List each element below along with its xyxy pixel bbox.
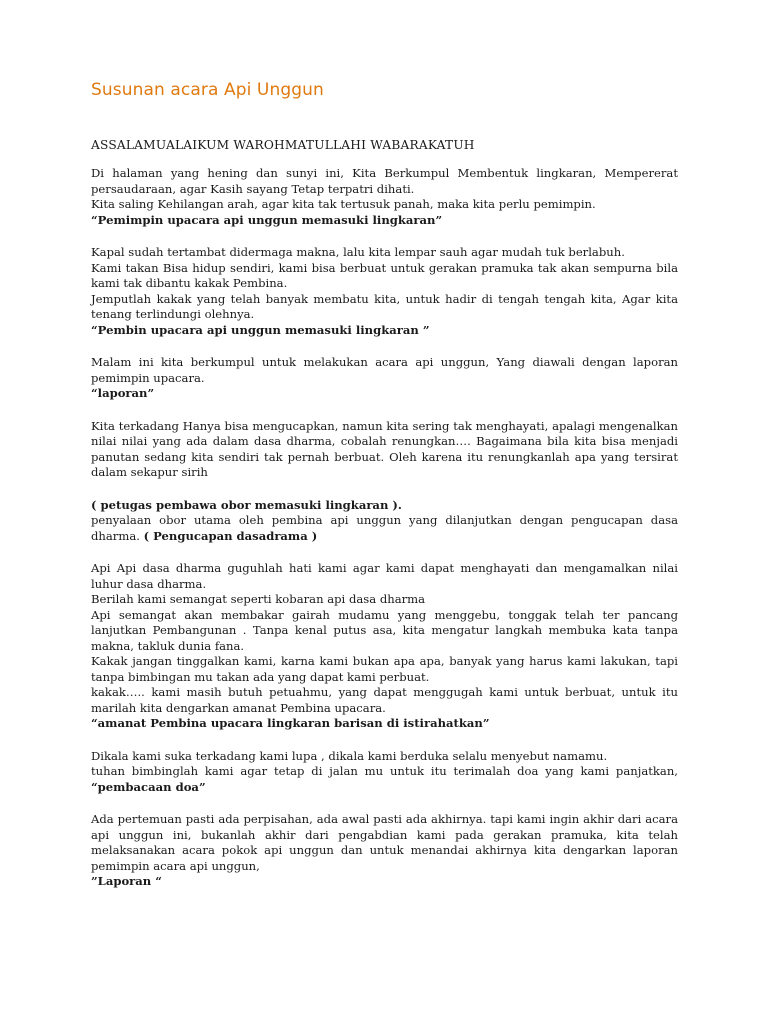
paragraph-line: Kita saling Kehilangan arah, agar kita tak tertusuk panah, maka kita perlu pemimpin.: [91, 197, 596, 211]
paragraph-line: Jemputlah kakak yang telah banyak membatu kita, untuk hadir di tengah tengah kita, Agar kita tenang terlindungi olehnya.: [91, 291, 678, 321]
cue-petugas-obor: ( petugas pembawa obor memasuki lingkaran ).: [91, 497, 402, 512]
paragraph-line-text: tuhan bimbinglah kami agar tetap di jalan mu untuk itu terimalah doa yang kami panjatkan,: [91, 764, 678, 778]
paragraph-line: [91, 764, 678, 795]
paragraph-line: Dikala kami suka terkadang kami lupa , dikala kami berduka selalu menyebut namamu.: [91, 748, 608, 763]
paragraph-line: Kapal sudah tertambat didermaga makna, lalu kita lempar sauh agar mudah tuk berlabuh.: [91, 245, 625, 259]
paragraph-line: Di halaman yang hening dan sunyi ini, Kita Berkumpul Membentuk lingkaran, Mempererat persaudaraan, agar Kasih sayang Tetap terpatri dihati.: [91, 166, 678, 196]
paragraph-line: Kita terkadang Hanya bisa mengucapkan, namun kita sering tak menghayati, apalagi mengenalkan nilai nilai yang ada dalam dasa dharma, cobalah renungkan…. Bagaimana bila kita bisa menjadi panutan sedang kita sendiri tak pernah berbuat. Oleh karena itu renungkanlah apa yang tersirat dalam sekapur sirih: [91, 418, 678, 479]
cue-pemimpin-masuk: “Pemimpin upacara api unggun memasuki lingkaran”: [91, 212, 443, 227]
paragraph-line: Api Api dasa dharma guguhlah hati kami agar kami dapat menghayati dan mengamalkan nilai luhur dasa dharma.: [91, 561, 678, 591]
paragraph-6: [91, 561, 678, 732]
paragraph-5: [91, 498, 678, 545]
paragraph-3: [91, 355, 678, 402]
paragraph-2: [91, 245, 678, 338]
cue-pembina-masuk: “Pembin upacara api unggun memasuki lingkaran ”: [91, 322, 430, 337]
paragraph-line: Api semangat akan membakar gairah mudamu yang menggebu, tonggak telah ter pancang lanjutkan Pembangunan . Tanpa kenal putus asa, kita mengatur langkah membuka kata tanpa makna, takluk dunia fana.: [91, 607, 678, 653]
cue-pembacaan-doa: “pembacaan doa”: [91, 779, 206, 794]
paragraph-line: kakak….. kami masih butuh petuahmu, yang dapat menggugah kami untuk berbuat, untuk itu marilah kita dengarkan amanat Pembina upacara.: [91, 685, 678, 715]
cue-laporan: “laporan”: [91, 386, 155, 400]
paragraph-line-text: penyalaan obor utama oleh pembina api unggun yang dilanjutkan dengan pengucapan dasa dharma.: [91, 513, 678, 543]
cue-pengucapan-dasadrama: ( Pengucapan dasadrama ): [143, 528, 318, 543]
paragraph-1: [91, 166, 678, 228]
paragraph-line: Kakak jangan tinggalkan kami, karna kami bukan apa apa, banyak yang harus kami lakukan, tapi tanpa bimbingan mu takan ada yang dapat kami perbuat.: [91, 654, 678, 684]
paragraph-8: [91, 812, 678, 890]
paragraph-4: [91, 419, 678, 481]
paragraph-line: Kami takan Bisa hidup sendiri, kami bisa berbuat untuk gerakan pramuka tak akan sempurna bila kami tak dibantu kakak Pembina.: [91, 260, 678, 290]
paragraph-line: [91, 513, 678, 544]
cue-laporan-akhir: ”Laporan “: [91, 874, 162, 888]
document-title: Susunan acara Api Unggun: [91, 80, 324, 100]
paragraph-line: Ada pertemuan pasti ada perpisahan, ada awal pasti ada akhirnya. tapi kami ingin akhir dari acara api unggun ini, bukanlah akhir dari pengabdian kami pada gerakan pramuka, kita telah melaksanakan acara pokok api unggun dan untuk menandai akhirnya kita dengarkan laporan pemimpin acara api unggun,: [91, 812, 678, 873]
greeting: ASSALAMUALAIKUM WAROHMATULLAHI WABARAKATUH: [91, 138, 475, 152]
paragraph-line: Berilah kami semangat seperti kobaran api dasa dharma: [91, 592, 426, 606]
paragraph-7: [91, 749, 678, 796]
cue-amanat-pembina: “amanat Pembina upacara lingkaran barisan di istirahatkan”: [91, 716, 490, 730]
paragraph-line: Malam ini kita berkumpul untuk melakukan acara api unggun, Yang diawali dengan laporan pemimpin upacara.: [91, 355, 678, 385]
